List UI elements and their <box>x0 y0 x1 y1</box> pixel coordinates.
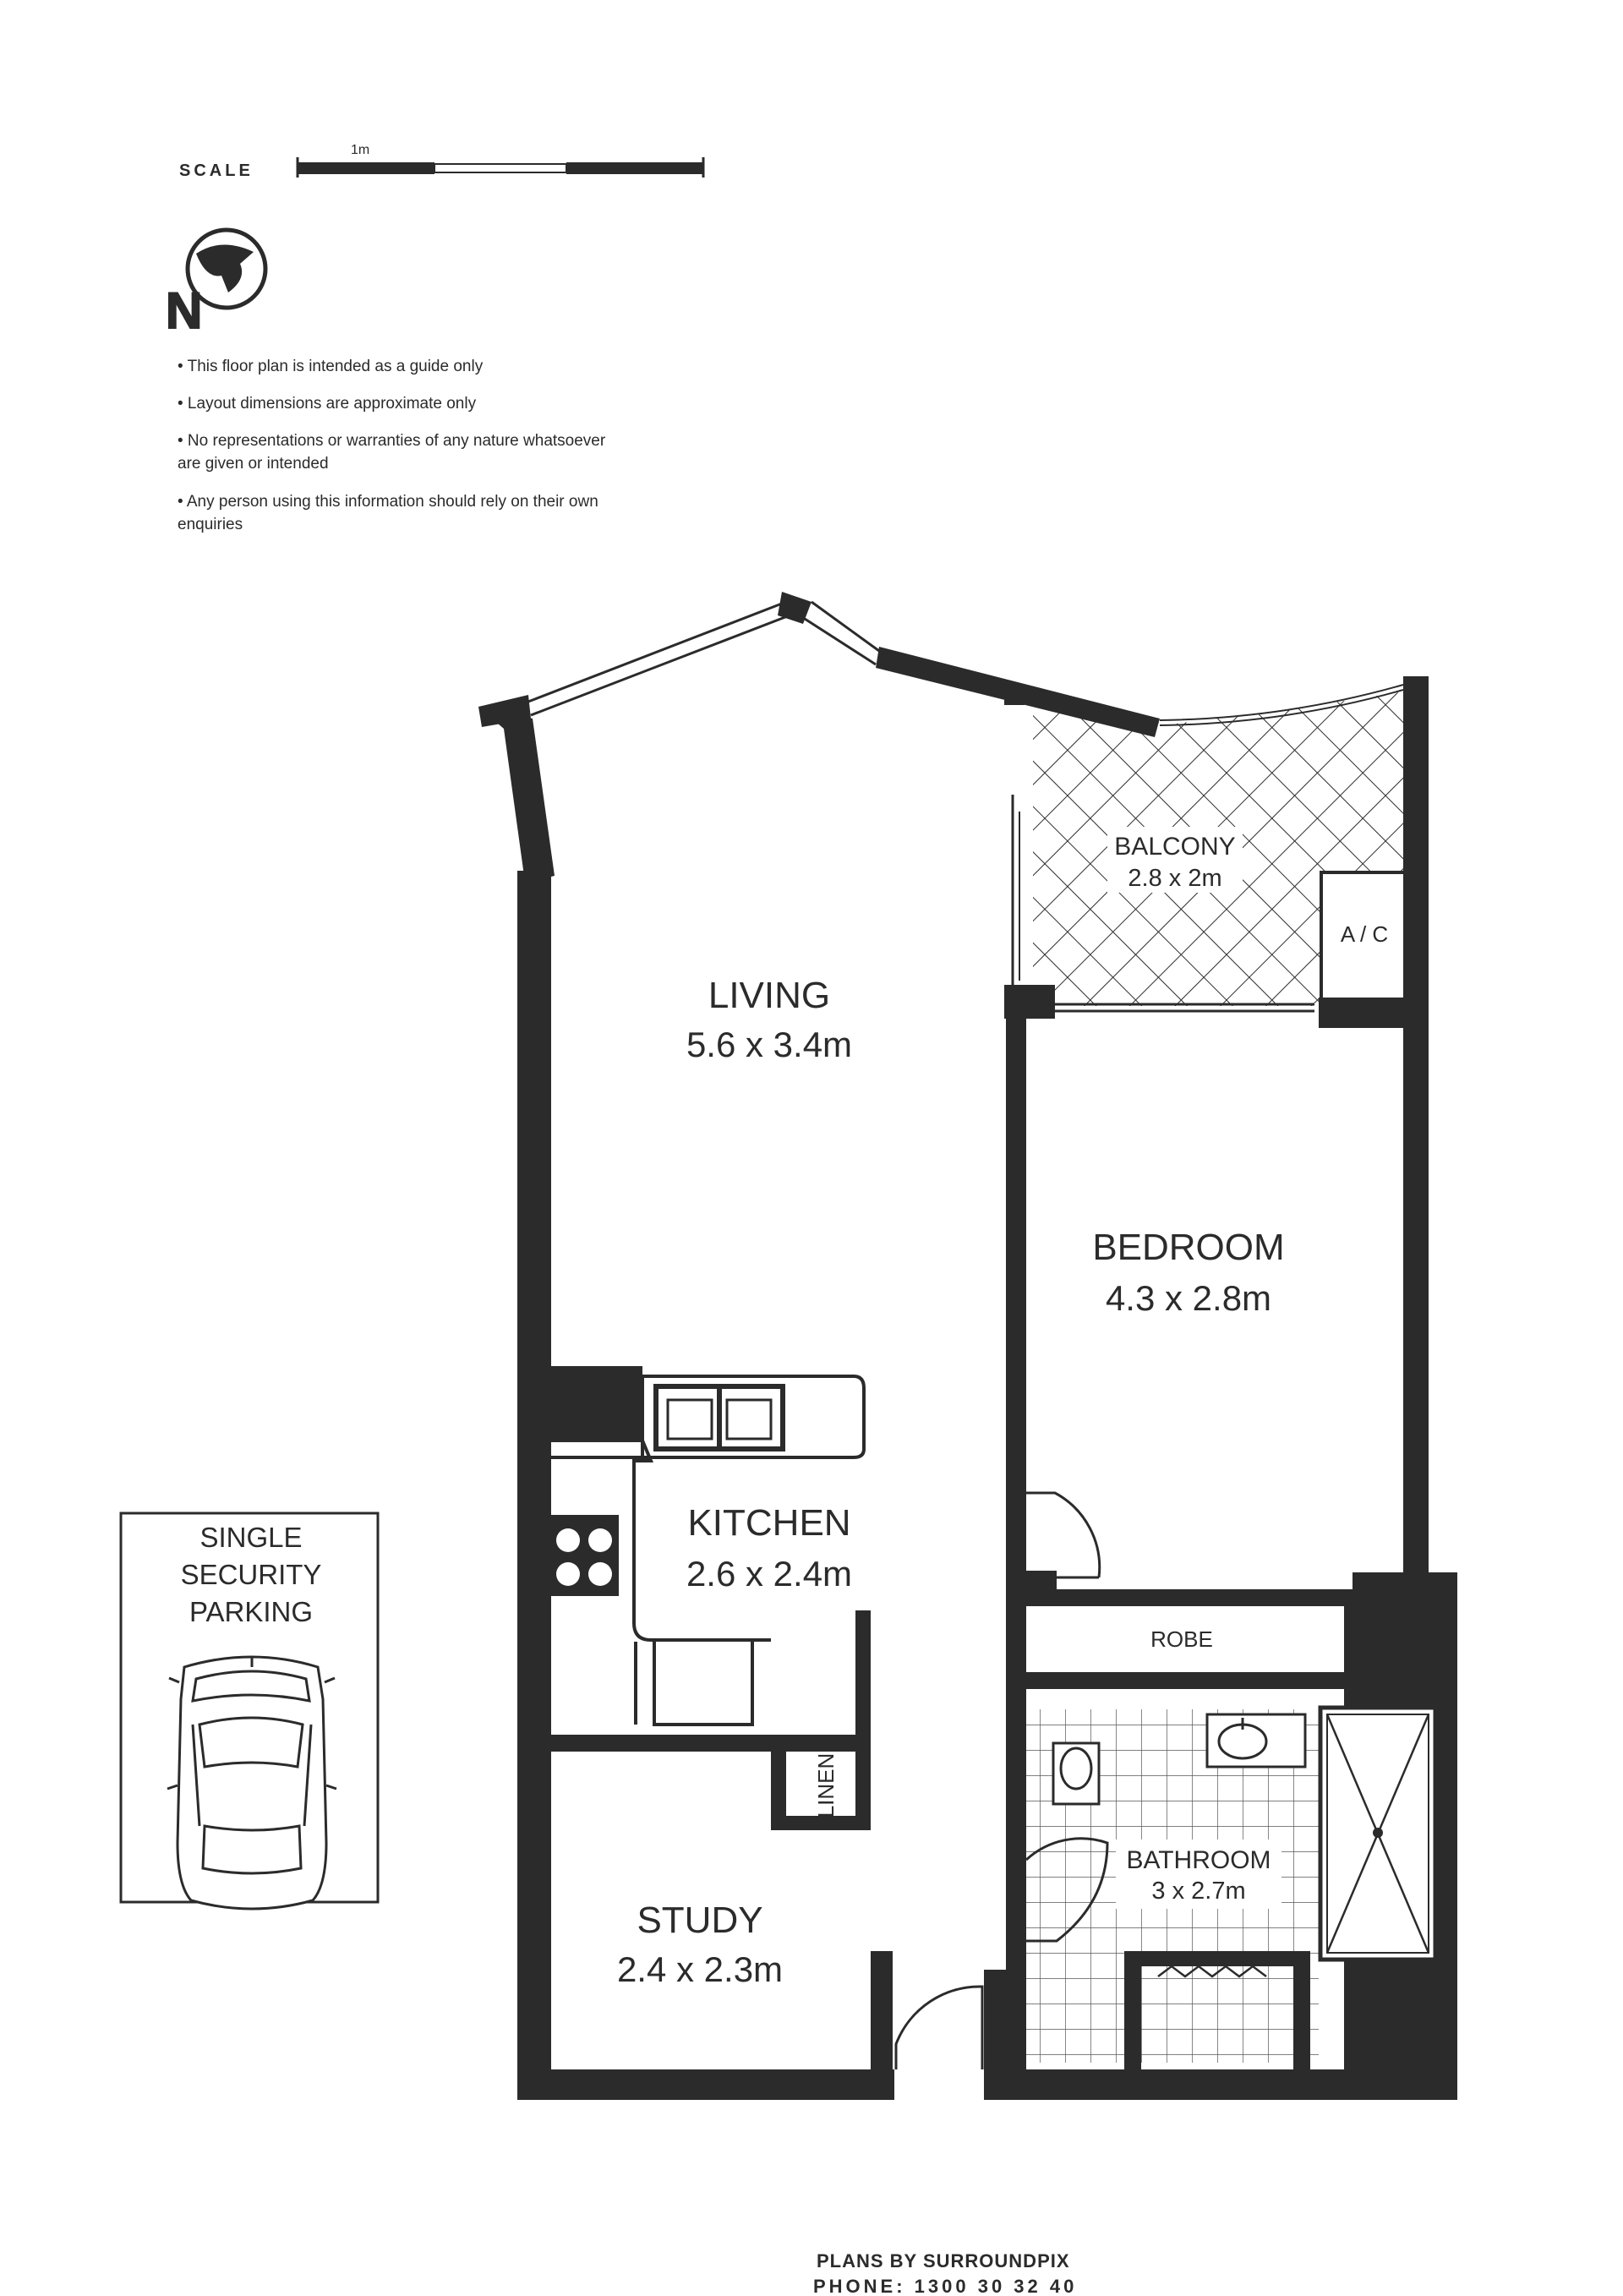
study-name: STUDY <box>637 1900 763 1941</box>
living-name: LIVING <box>708 975 831 1016</box>
room-bedroom <box>1092 1227 1284 1318</box>
room-study <box>617 1900 783 1989</box>
parking-line-1: SINGLE <box>199 1522 303 1553</box>
scale-bar <box>179 143 703 180</box>
parking-line-3: PARKING <box>189 1596 314 1627</box>
cooktop-icon <box>551 1515 619 1596</box>
north-letter: N <box>166 282 203 339</box>
linen-label: LINEN <box>813 1752 839 1818</box>
balcony-name: BALCONY <box>1114 833 1236 861</box>
room-bathroom <box>1116 1840 1281 1909</box>
bathroom-dims: 3 x 2.7m <box>1151 1878 1246 1905</box>
shower-icon <box>1320 1708 1435 1960</box>
disclaimer-3: • No representations or warranties of any nature whatsoever are given or intended <box>178 432 606 473</box>
kitchen-sink-icon <box>656 1386 783 1449</box>
balcony-dims: 2.8 x 2m <box>1128 865 1222 892</box>
room-kitchen <box>686 1502 852 1594</box>
footer-phone: PHONE: 1300 30 32 40 <box>813 2276 1078 2296</box>
disclaimer-2: • Layout dimensions are approximate only <box>178 395 477 413</box>
toilet-icon <box>1053 1743 1099 1804</box>
scale-label: SCALE <box>179 161 254 180</box>
study-door-icon <box>896 1987 982 2069</box>
scale-unit-label: 1m <box>351 143 370 157</box>
room-living <box>686 975 852 1064</box>
parking-line-2: SECURITY <box>180 1559 322 1590</box>
robe-label: ROBE <box>1150 1626 1213 1652</box>
car-icon <box>167 1657 336 1909</box>
bedroom-door-icon <box>1021 1493 1100 1577</box>
bedroom-name: BEDROOM <box>1092 1227 1285 1268</box>
disclaimer-4: • Any person using this information should rely on their own enquiries <box>178 493 598 533</box>
disclaimer-1: • This floor plan is intended as a guide only <box>178 358 484 375</box>
kitchen-name: KITCHEN <box>687 1502 851 1544</box>
north-compass-icon <box>166 230 265 339</box>
basin-icon <box>1207 1714 1305 1767</box>
room-balcony <box>1107 827 1243 893</box>
bathroom-name: BATHROOM <box>1126 1846 1271 1874</box>
kitchen-dims: 2.6 x 2.4m <box>686 1554 853 1594</box>
living-dims: 5.6 x 3.4m <box>686 1025 853 1064</box>
bedroom-dims: 4.3 x 2.8m <box>1105 1278 1272 1318</box>
kitchen-cupboard <box>636 1640 752 1725</box>
footer-credit: PLANS BY SURROUNDPIX <box>817 2250 1070 2271</box>
study-dims: 2.4 x 2.3m <box>616 1949 784 1989</box>
ac-label: A / C <box>1340 921 1389 947</box>
